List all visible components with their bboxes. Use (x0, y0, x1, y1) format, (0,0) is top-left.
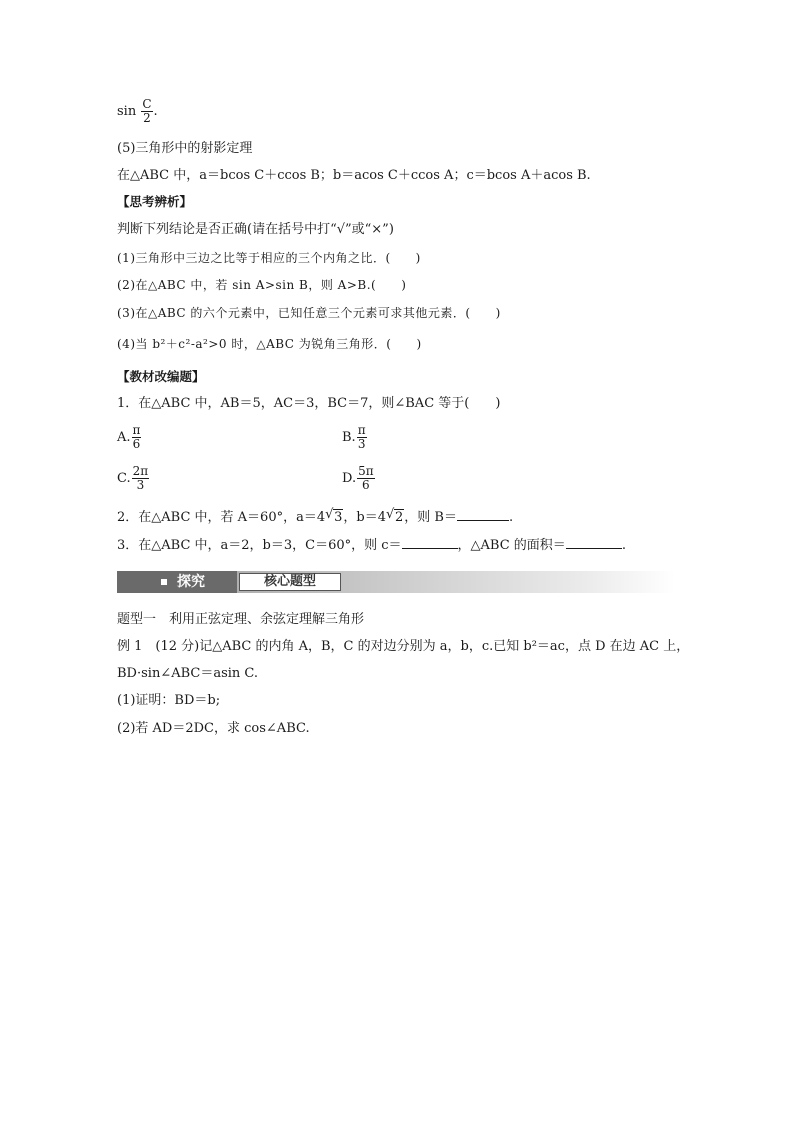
example-part-2: (2)若 AD＝2DC，求 cos∠ABC. (117, 721, 310, 736)
banner-label: 探究 (177, 574, 205, 590)
textbook-heading: 【教材改编题】 (117, 369, 205, 384)
answer-blank-area[interactable] (566, 536, 622, 549)
square-bullet-icon (161, 579, 167, 585)
option-b-fraction: $\frac{\pi}{3}$ (357, 423, 366, 451)
example-part-1: (1)证明：BD＝b; (117, 693, 221, 708)
example-line-2: BD·sin∠ABC＝asin C. (117, 666, 259, 681)
sqrt-2: √ 2 (386, 507, 404, 525)
thinking-item-4: (4)当 b²＋c²-a²>0 时，△ABC 为锐角三角形．( ) (117, 337, 422, 351)
option-c: C. $\frac{2\pi}{3}$ (117, 464, 149, 492)
thinking-item-2: (2)在△ABC 中，若 sin A>sin B，则 A>B.( ) (117, 278, 407, 292)
option-a-fraction: $\frac{\pi}{6}$ (132, 423, 141, 451)
thinking-instruction: 判断下列结论是否正确(请在括号中打“√”或“×”) (117, 222, 394, 237)
answer-blank-b[interactable] (457, 508, 509, 521)
question-2: 2．在△ABC 中，若 A＝60°，a＝4 √ 3，b＝4 √ 2，则 B＝ . (117, 507, 514, 525)
option-d-fraction: $\frac{5\pi}{6}$ (358, 464, 374, 492)
question-3: 3．在△ABC 中，a＝2，b＝3，C＝60°，则 c＝ ，△ABC 的面积＝ . (117, 538, 626, 553)
section-banner (117, 571, 675, 593)
banner-tab: 核心题型 (239, 573, 341, 591)
fraction-c-2: $\frac{C}{2}$ (142, 97, 152, 125)
sqrt-3: √ 3 (325, 507, 343, 525)
projection-heading: (5)三角形中的射影定理 (117, 141, 253, 156)
formula-sin-c-over-2: sin $\frac{C}{2}$ . (117, 97, 158, 125)
question-1: 1．在△ABC 中，AB＝5，AC＝3，BC＝7，则∠BAC 等于( ) (117, 396, 501, 411)
thinking-item-1: (1)三角形中三边之比等于相应的三个内角之比．( ) (117, 251, 421, 265)
type-heading: 题型一 利用正弦定理、余弦定理解三角形 (117, 612, 365, 627)
thinking-heading: 【思考辨析】 (117, 194, 193, 209)
example-line-1: 例 1 (12 分)记△ABC 的内角 A，B，C 的对边分别为 a，b，c.已知 b²＝ac，点 D 在边 AC 上， (117, 639, 690, 654)
projection-formula: 在△ABC 中，a＝bcos C＋ccos B；b＝acos C＋ccos A；c＝bcos A＋acos B. (117, 168, 591, 183)
option-a: A. $\frac{\pi}{6}$ (117, 423, 141, 451)
thinking-item-3: (3)在△ABC 的六个元素中，已知任意三个元素可求其他元素．( ) (117, 306, 501, 320)
option-c-fraction: $\frac{2\pi}{3}$ (132, 464, 149, 492)
answer-blank-c[interactable] (402, 536, 458, 549)
option-b: B. $\frac{\pi}{3}$ (342, 423, 366, 451)
sin-text: sin (117, 104, 137, 119)
option-d: D. $\frac{5\pi}{6}$ (342, 464, 374, 492)
